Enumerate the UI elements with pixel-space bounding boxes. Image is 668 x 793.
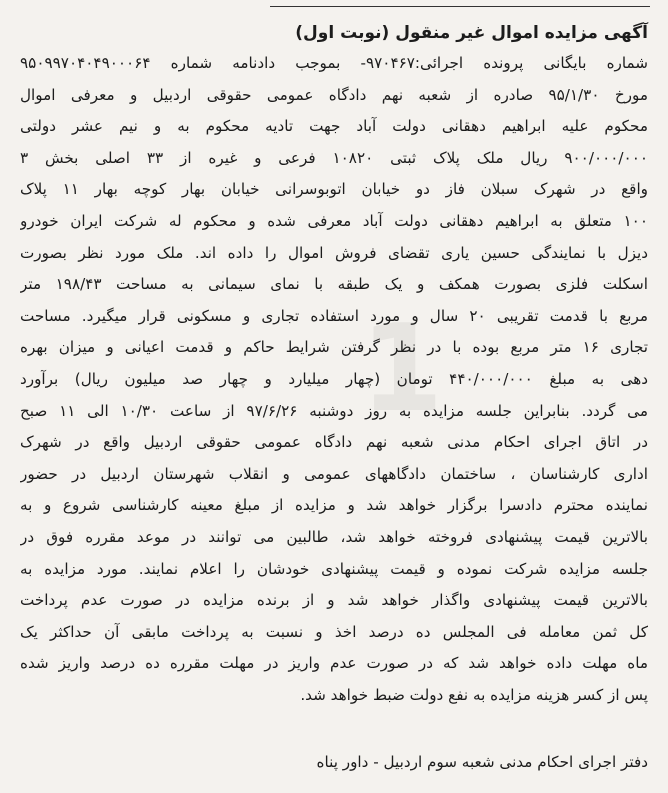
body-line: پس از کسر هزینه مزایده به نفع دولت ضبط خواهد شد.	[300, 685, 648, 704]
top-divider	[270, 6, 650, 7]
notice-body	[20, 48, 648, 711]
body-line: نماینده محترم دادسرا برگزار خواهد شد و مزایده از مبلغ معینه کارشناسی شروع و به	[20, 496, 648, 515]
body-line: کل ثمن معامله فی المجلس ده درصد اخذ و نسبت به پرداخت مابقی آن حداکثر یک	[20, 622, 648, 641]
body-line: می گردد. بنابراین جلسه مزایده به روز دوشنبه ۹۷/۶/۲۶ از ساعت ۱۰/۳۰ الی ۱۱ صبح	[20, 401, 648, 420]
body-line: شماره بایگانی پرونده اجرائی:۹۷۰۴۶۷- بموجب دادنامه شماره ۹۵۰۹۹۷۰۴۰۴۹۰۰۰۶۴	[20, 54, 648, 72]
body-line: اداری کارشناسان ، ساختمان دادگاههای عمومی و انقلاب شهرستان اردبیل در حضور	[20, 464, 648, 483]
body-line: ۱۰۰ متعلق به ابراهیم دهقانی دولت آباد معرفی شده و محکوم له شرکت ایران خودرو	[20, 211, 648, 230]
body-line: مورخ ۹۵/۱/۳۰ صادره از شعبه نهم دادگاه عمومی حقوقی اردبیل و معرفی اموال	[20, 85, 648, 104]
body-line: بالاترین قیمت پیشنهادی فروخته خواهد شد، طالبین می توانند در موعد مقرره فوق در	[20, 527, 648, 546]
body-line: بالاترین قیمت پیشنهادی واگذار خواهد شد و از برنده مزایده در صورت عدم پرداخت	[20, 591, 648, 610]
body-line: ۹۰۰/۰۰۰/۰۰۰ ریال ملک پلاک ثبتی ۱۰۸۲۰ فرعی و غیره از ۳۳ اصلی بخش ۳	[20, 148, 648, 167]
body-line: دهی به مبلغ ۴۴۰/۰۰۰/۰۰۰ تومان (چهار میلیارد و چهار صد میلیون ریال) برآورد	[20, 369, 648, 388]
notice-title: آگهی مزایده اموال غیر منقول (نوبت اول)	[295, 23, 648, 43]
body-line: تجاری ۱۶ متر مربع بوده با در نظر گرفتن شرایط حاکم و قدمت اعیانی و میزان بهره	[20, 338, 648, 357]
body-line: اسکلت فلزی بصورت همکف و یک طبقه با نمای سیمانی به مساحت ۱۹۸/۴۳ متر	[20, 275, 648, 294]
body-line: در اتاق اجرای احکام مدنی شعبه نهم دادگاه عمومی حقوقی اردبیل واقع در شهرک	[20, 433, 648, 452]
body-line: دیزل با نمایندگی حسین یاری تقضای فروش اموال را داده اند. ملک مورد نظر بصورت	[20, 243, 648, 262]
body-line: جلسه مزایده شرکت نموده و قیمت پیشنهادی خودشان را اعلام نمایند. مورد مزایده به	[20, 559, 648, 578]
body-line: ماه مهلت داده خواهد شد که در صورت عدم واریز در مهلت مقرره ده درصد واریز شده	[20, 654, 648, 673]
body-line: مربع با قدمت تقریبی ۲۰ سال و مورد استفاده تجاری و مسکونی قرار میگیرد. مساحت	[20, 306, 648, 325]
body-line: واقع در شهرک سبلان فاز دو خیابان اتوبوسرانی خیابان بهار کوچه بهار ۱۱ پلاک	[20, 180, 648, 199]
notice-signature: دفتر اجرای احکام مدنی شعبه سوم اردبیل - داور پناه	[316, 753, 648, 771]
watermark: 1	[360, 300, 444, 439]
body-line: محکوم علیه ابراهیم دهقانی دولت آباد جهت تادیه محکوم به و نیم عشر دولتی	[20, 117, 648, 136]
